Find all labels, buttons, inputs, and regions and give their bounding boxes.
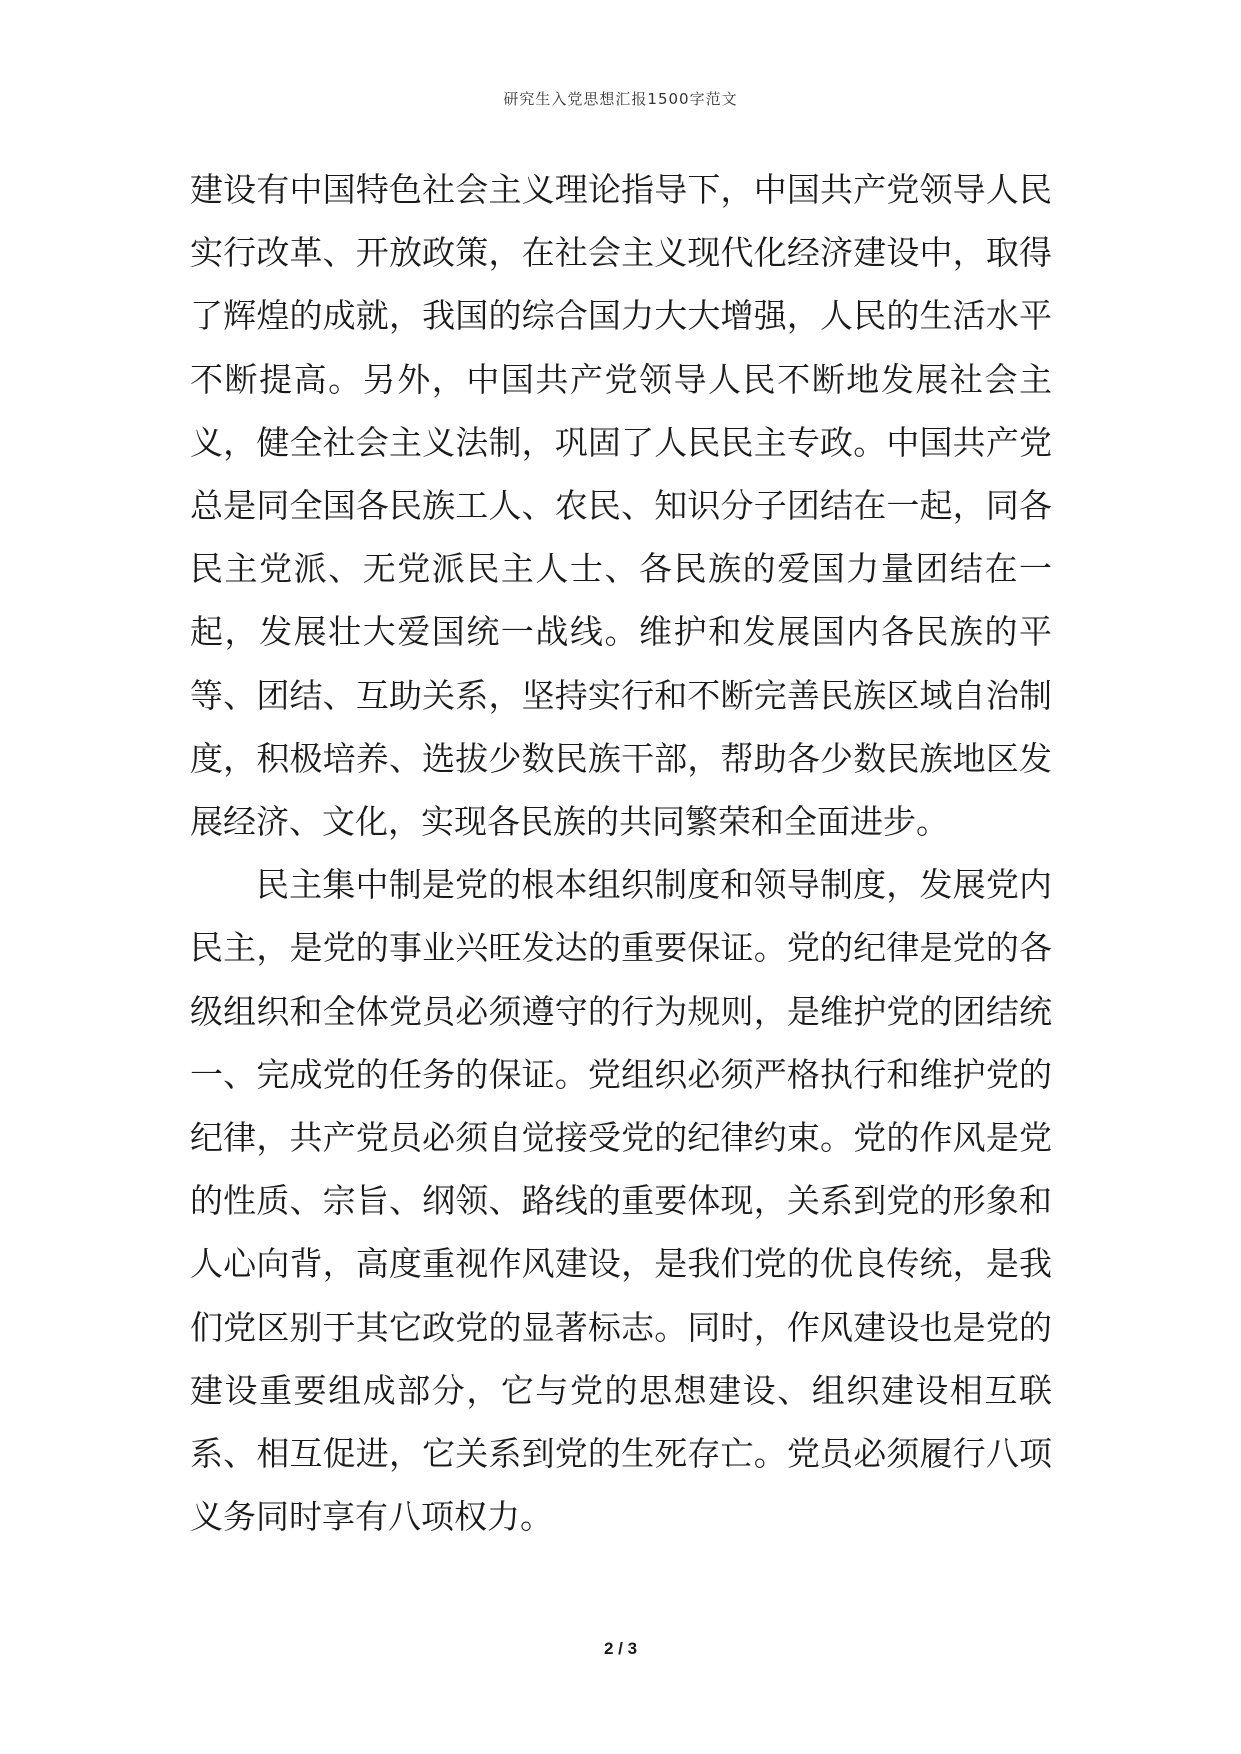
- paragraph-2: 民主集中制是党的根本组织制度和领导制度，发展党内民主，是党的事业兴旺发达的重要保证。党的纪律是党的各级组织和全体党员必须遵守的行为规则，是维护党的团结统一、完成党的任务的保证。党组织必须严格执行和维护党的纪律，共产党员必须自觉接受党的纪律约束。党的作风是党的性质、宗旨、纲领、路线的重要体现，关系到党的形象和人心向背，高度重视作风建设，是我们党的优良传统，是我们党区别于其它政党的显著标志。同时，作风建设也是党的建设重要组成部分，它与党的思想建设、组织建设相互联系、相互促进，它关系到党的生死存亡。党员必须履行八项义务同时享有八项权力。: [190, 865, 1052, 1537]
- body-text: [190, 158, 1052, 1548]
- paragraph-1: 建设有中国特色社会主义理论指导下，中国共产党领导人民实行改革、开放政策，在社会主义现代化经济建设中，取得了辉煌的成就，我国的综合国力大大增强，人民的生活水平不断提高。另外，中国共产党领导人民不断地发展社会主义，健全社会主义法制，巩固了人民民主专政。中国共产党总是同全国各民族工人、农民、知识分子团结在一起，同各民主党派、无党派民主人士、各民族的爱国力量团结在一起，发展壮大爱国统一战线。维护和发展国内各民族的平等、团结、互助关系，坚持实行和不断完善民族区域自治制度，积极培养、选拔少数民族干部，帮助各少数民族地区发展经济、文化，实现各民族的共同繁荣和全面进步。: [190, 170, 1052, 842]
- page-number: 2 / 3: [603, 1639, 638, 1658]
- running-header: 研究生入党思想汇报1500字范文: [503, 90, 738, 108]
